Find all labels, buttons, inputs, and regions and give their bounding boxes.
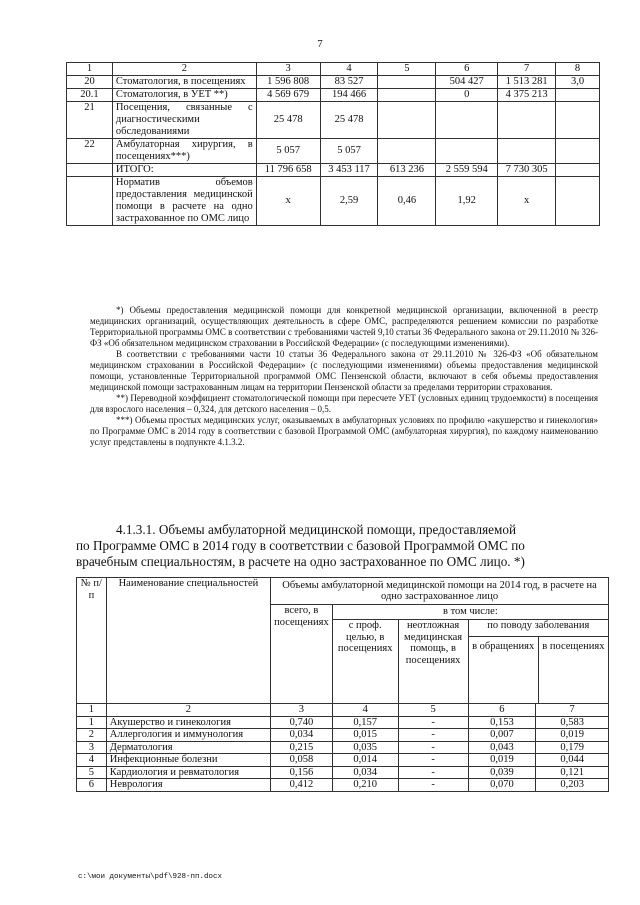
cell: 0,740	[271, 716, 333, 729]
cell	[498, 102, 556, 139]
volumes-table	[66, 62, 600, 226]
cell: 20.1	[67, 89, 113, 102]
footnotes	[90, 305, 598, 448]
section-heading	[76, 522, 600, 570]
column-number: 7	[536, 704, 609, 717]
cell: 4 569 679	[256, 89, 320, 102]
cell: 0,203	[536, 779, 609, 792]
cell: 6	[77, 779, 107, 792]
table-row	[67, 89, 600, 102]
column-number: 6	[436, 63, 498, 76]
cell: 1 513 281	[498, 76, 556, 89]
column-number: 4	[332, 704, 398, 717]
cell: 1	[77, 716, 107, 729]
cell: 0,019	[536, 729, 609, 742]
table-row	[67, 139, 600, 164]
cell	[378, 102, 436, 139]
table-row	[67, 76, 600, 89]
column-number: 3	[256, 63, 320, 76]
specialty-name: Неврология	[106, 779, 270, 792]
cell: -	[398, 741, 468, 754]
cell: -	[398, 766, 468, 779]
cell: х	[498, 177, 556, 226]
cell	[378, 139, 436, 164]
cell: 1,92	[436, 177, 498, 226]
header-visits: в посещениях	[542, 641, 605, 652]
cell	[67, 177, 113, 226]
cell: 1 596 808	[256, 76, 320, 89]
table-row	[77, 754, 609, 767]
cell	[556, 102, 600, 139]
header-name: Наименование специальностей	[106, 578, 270, 704]
header-volumes: Объемы амбулаторной медицинской помощи на 2014 год, в расчете на одно застрахованное лицо	[271, 578, 609, 605]
cell	[556, 164, 600, 177]
cell: 0,210	[332, 779, 398, 792]
table-header-row	[67, 63, 600, 76]
heading-line: по Программе ОМС в 2014 году в соответствии с базовой Программой ОМС по	[76, 538, 525, 553]
footnote-2: В соответствии с требованиями части 10 статьи 36 Федерального закона от 29.11.2010 № 326-ФЗ «Об обязательном медицинском страховании в Российской Федерации» (с последующими изменениями) объемы предоставления медицинской помощи, установленные Территориальной программой ОМС Пензенской области, включают в себя объемы предоставления медицинской помощи застрахованным лицам на территории Пензенской области за пределами территории страхования.	[90, 349, 598, 392]
heading-line: врачебным специальностям, в расчете на одно застрахованное по ОМС лицо. *)	[76, 554, 525, 569]
cell: 25 478	[320, 102, 378, 139]
row-name: Амбулаторная хирургия, в посещениях***)	[112, 139, 256, 164]
column-number: 8	[556, 63, 600, 76]
cell: 7 730 305	[498, 164, 556, 177]
specialty-name: Акушерство и гинекология	[106, 716, 270, 729]
cell: -	[398, 754, 468, 767]
cell: 0,058	[271, 754, 333, 767]
table-row	[77, 779, 609, 792]
page-number: 7	[317, 38, 323, 50]
cell: 83 527	[320, 76, 378, 89]
cell: -	[398, 779, 468, 792]
cell: 504 427	[436, 76, 498, 89]
cell: -	[398, 729, 468, 742]
header-appeals: в обращениях	[469, 637, 539, 703]
column-number: 1	[77, 704, 107, 717]
table-row	[77, 766, 609, 779]
row-name: Посещения, связанные с диагностическими обследованиями	[112, 102, 256, 139]
cell	[378, 89, 436, 102]
cell: 0,007	[468, 729, 536, 742]
column-number: 3	[271, 704, 333, 717]
footnote-4: ***) Объемы простых медицинских услуг, оказываемых в амбулаторных условиях по профилю «акушерство и гинекология» по Программе ОМС в 2014 году в соответствии с базовой Программой ОМС (амбулаторная хирургия), по каждому наименованию услуг представлены в подпункте 4.1.3.2.	[90, 415, 598, 447]
cell: 0,412	[271, 779, 333, 792]
cell: 21	[67, 102, 113, 139]
column-number: 5	[398, 704, 468, 717]
footnote-1: *) Объемы предоставления медицинской помощи для конкретной медицинской организации, включенной в реестр медицинских организаций, осуществляющих деятельность в сфере ОМС, распределяются решением комиссии по разработке Территориальной программы ОМС в соответствии с требованиями частей 9,10 статьи 36 Федерального закона от 29.11.2010 № 326-ФЗ «Об обязательном медицинском страховании в Российской Федерации» (с последующими изменениями).	[90, 305, 598, 348]
header-num: № п/п	[77, 578, 107, 704]
row-name: Стоматология, в УЕТ **)	[112, 89, 256, 102]
heading-line: 4.1.3.1. Объемы амбулаторной медицинской помощи, предоставляемой	[116, 522, 517, 537]
table-row	[67, 164, 600, 177]
cell: 0,121	[536, 766, 609, 779]
footnote-3: **) Переводной коэффициент стоматологической помощи при пересчете УЕТ (условных единиц трудоемкости) в посещения для взрослого населения – 0,324, для детского населения – 0,5.	[90, 393, 598, 414]
column-number: 7	[498, 63, 556, 76]
cell: 2 559 594	[436, 164, 498, 177]
column-number: 4	[320, 63, 378, 76]
cell	[436, 139, 498, 164]
cell: 194 466	[320, 89, 378, 102]
specialty-name: Дерматология	[106, 741, 270, 754]
cell: 4 375 213	[498, 89, 556, 102]
cell: 0,043	[468, 741, 536, 754]
cell: 0,215	[271, 741, 333, 754]
cell: 3 453 117	[320, 164, 378, 177]
column-number: 1	[67, 63, 113, 76]
cell	[498, 139, 556, 164]
header-total: всего, в посещениях	[271, 605, 333, 704]
cell: 0,034	[332, 766, 398, 779]
cell: 3,0	[556, 76, 600, 89]
row-name: Норматив объемов предоставления медицинской помощи в расчете на одно застрахованное по ОМС лицо	[112, 177, 256, 226]
cell	[556, 177, 600, 226]
cell: 3	[77, 741, 107, 754]
cell: 2	[77, 729, 107, 742]
column-number: 6	[468, 704, 536, 717]
cell: -	[398, 716, 468, 729]
table-row	[77, 741, 609, 754]
cell: 0,035	[332, 741, 398, 754]
column-number: 5	[378, 63, 436, 76]
cell: 0,46	[378, 177, 436, 226]
cell: 0,015	[332, 729, 398, 742]
column-number: 2	[112, 63, 256, 76]
table-row	[77, 716, 609, 729]
cell	[556, 139, 600, 164]
cell: 5 057	[320, 139, 378, 164]
cell	[378, 76, 436, 89]
file-path: c:\мои документы\pdf\928-пп.docx	[78, 873, 223, 881]
cell: 5 057	[256, 139, 320, 164]
cell: 25 478	[256, 102, 320, 139]
cell: 0,014	[332, 754, 398, 767]
specialty-name: Инфекционные болезни	[106, 754, 270, 767]
cell: 0,156	[271, 766, 333, 779]
table-row	[67, 177, 600, 226]
cell: 0,153	[468, 716, 536, 729]
specialty-name: Аллергология и иммунология	[106, 729, 270, 742]
specialties-table	[76, 577, 609, 792]
cell: 0,019	[468, 754, 536, 767]
specialty-name: Кардиология и ревматология	[106, 766, 270, 779]
cell: 11 796 658	[256, 164, 320, 177]
row-name: ИТОГО:	[112, 164, 256, 177]
cell: х	[256, 177, 320, 226]
cell: 613 236	[378, 164, 436, 177]
header-disease	[468, 620, 608, 704]
cell: 0,070	[468, 779, 536, 792]
cell: 0,039	[468, 766, 536, 779]
cell: 0,157	[332, 716, 398, 729]
table-row	[77, 729, 609, 742]
header-disease-label: по поводу заболевания	[469, 620, 608, 637]
column-number: 2	[106, 704, 270, 717]
header-urgent: неотложная медицинская помощь, в посещениях	[398, 620, 468, 704]
cell: 0,044	[536, 754, 609, 767]
cell: 2,59	[320, 177, 378, 226]
cell	[556, 89, 600, 102]
cell: 22	[67, 139, 113, 164]
cell: 20	[67, 76, 113, 89]
table-row	[67, 102, 600, 139]
cell: 0,179	[536, 741, 609, 754]
header-including: в том числе:	[332, 605, 608, 620]
cell: 0,034	[271, 729, 333, 742]
cell: 4	[77, 754, 107, 767]
cell: 0	[436, 89, 498, 102]
column-numbers-row	[77, 704, 609, 717]
cell: 0,583	[536, 716, 609, 729]
header-prof: с проф. целью, в посещениях	[332, 620, 398, 704]
row-name: Стоматология, в посещениях	[112, 76, 256, 89]
cell	[67, 164, 113, 177]
cell	[436, 102, 498, 139]
cell: 5	[77, 766, 107, 779]
